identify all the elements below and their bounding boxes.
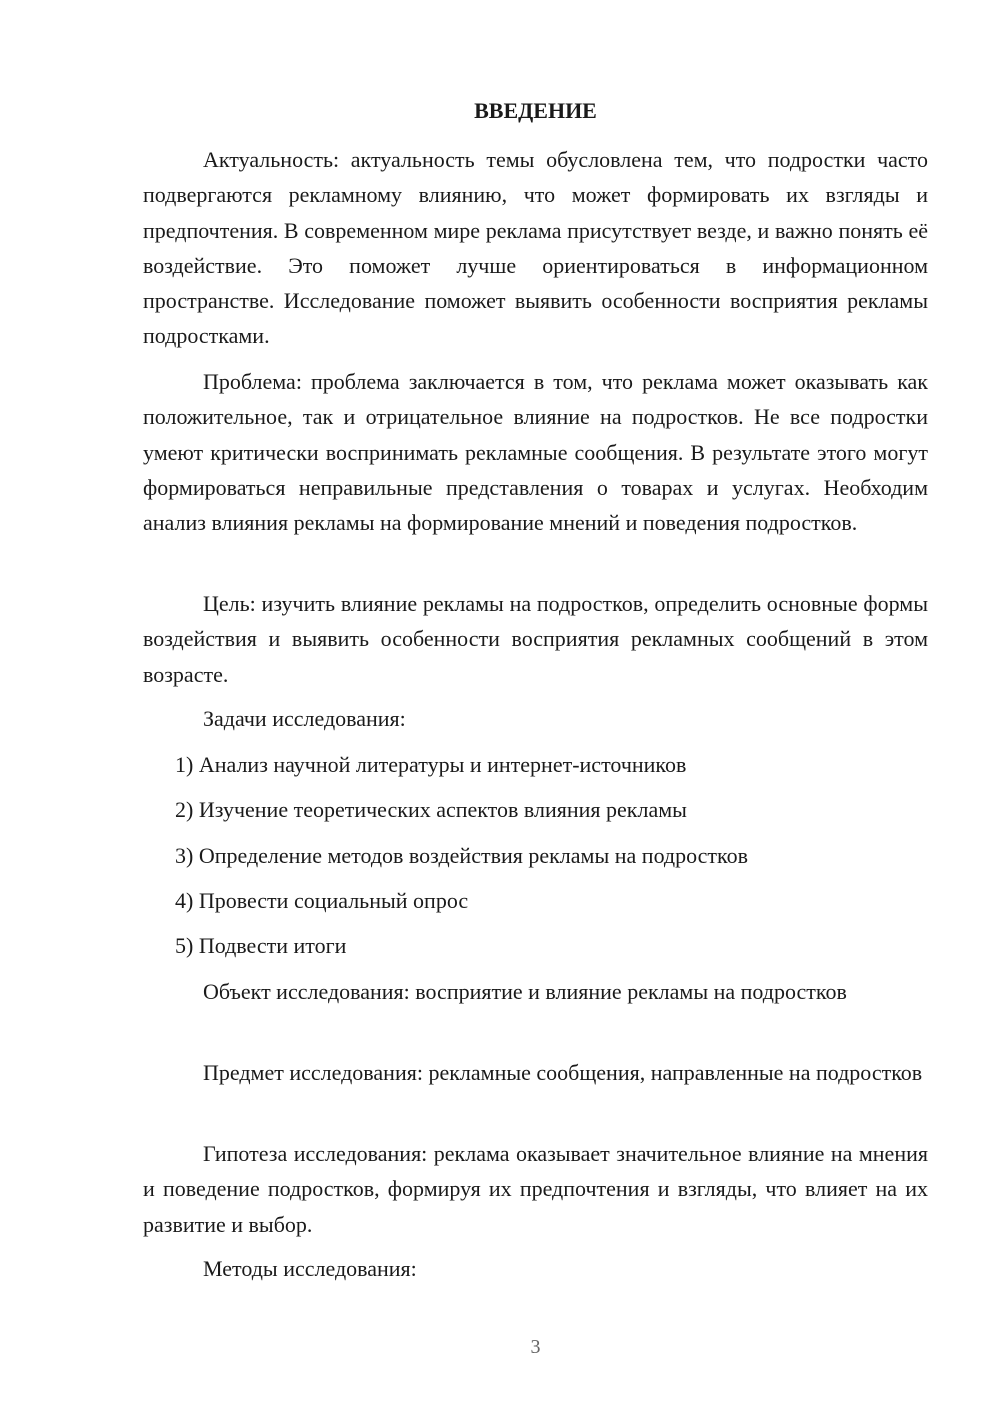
- task-item-4: 4) Провести социальный опрос: [175, 888, 469, 913]
- page-number: 3: [530, 1336, 541, 1358]
- tasks-heading: Задачи исследования:: [203, 706, 406, 731]
- methods-heading: Методы исследования:: [203, 1256, 417, 1281]
- paragraph-hypothesis: Гипотеза исследования: реклама оказывает значительное влияние на мнения и поведение подростков, формируя их предпочтения и взгляды, что влияет на их развитие и выбор.: [143, 1141, 928, 1237]
- paragraph-object: Объект исследования: восприятие и влияние рекламы на подростков: [203, 979, 847, 1004]
- paragraph-subject: Предмет исследования: рекламные сообщения, направленные на подростков: [203, 1060, 923, 1085]
- task-item-3: 3) Определение методов воздействия рекламы на подростков: [175, 843, 749, 868]
- task-item-5: 5) Подвести итоги: [175, 933, 347, 958]
- paragraph-problem: Проблема: проблема заключается в том, что реклама может оказывать как положительное, так и отрицательное влияние на подростков. Не все подростки умеют критически воспринимать рекламные сообщения. В результате этого могут формироваться неправильные представления о товарах и услугах. Необходим анализ влияния рекламы на формирование мнений и поведения подростков.: [143, 369, 928, 536]
- paragraph-goal: Цель: изучить влияние рекламы на подростков, определить основные формы воздействия и выявить особенности восприятия рекламных сообщений в этом возрасте.: [143, 591, 928, 687]
- section-title: ВВЕДЕНИЕ: [474, 98, 597, 123]
- task-item-2: 2) Изучение теоретических аспектов влияния рекламы: [175, 797, 687, 822]
- paragraph-relevance: Актуальность: актуальность темы обусловлена тем, что подростки часто подвергаются рекламному влиянию, что может формировать их взгляды и предпочтения. В современном мире реклама присутствует везде, и важно понять её воздействие. Это поможет лучше ориентироваться в информационном пространстве. Исследование поможет выявить особенности восприятия рекламы подростками.: [143, 147, 928, 349]
- task-item-1: 1) Анализ научной литературы и интернет-источников: [175, 752, 687, 777]
